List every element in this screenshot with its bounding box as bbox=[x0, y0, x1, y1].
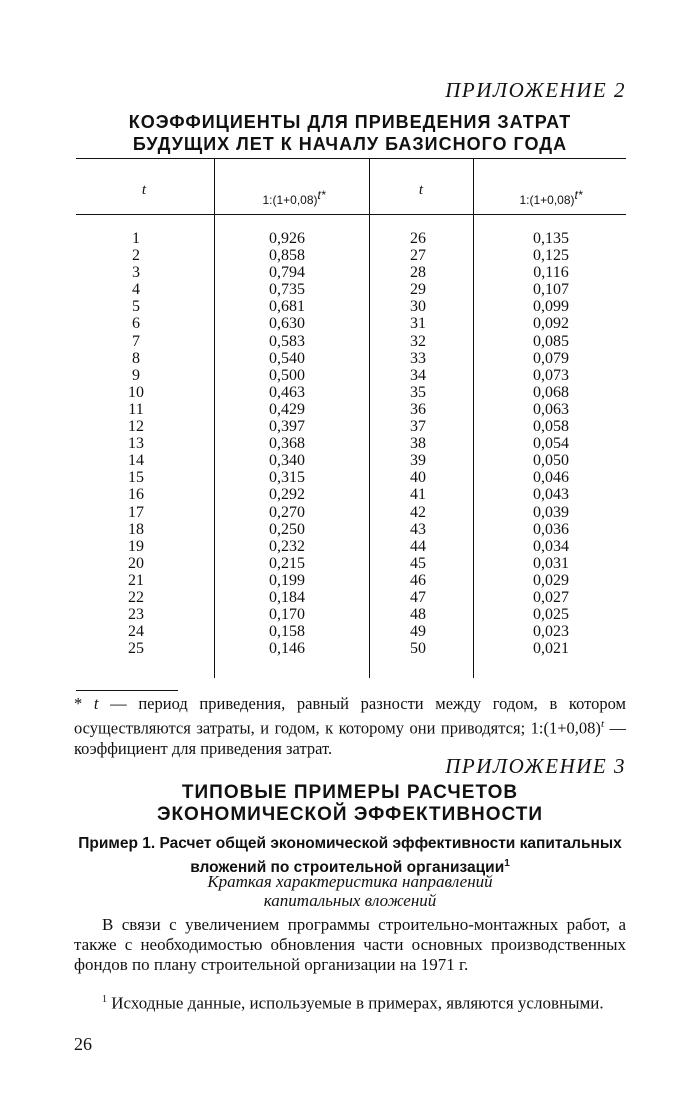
section-title-line-1: ТИПОВЫЕ ПРИМЕРЫ РАСЧЕТОВ bbox=[181, 782, 519, 803]
table-cell-t: 47 bbox=[410, 588, 426, 606]
subheading-line-2: капитальных вложений bbox=[263, 891, 437, 910]
table-cell-coefficient: 0,085 bbox=[533, 332, 569, 350]
table-cell-coefficient: 0,092 bbox=[533, 315, 569, 333]
example-1-line-2-text: вложений по строительной организации bbox=[190, 859, 505, 877]
table-cell-coefficient: 0,027 bbox=[533, 588, 569, 606]
column-divider-3 bbox=[473, 158, 474, 678]
table-cell-t: 40 bbox=[410, 469, 426, 487]
table-cell-t: 33 bbox=[410, 349, 426, 367]
column-coef-left bbox=[252, 230, 322, 657]
table-cell-t: 48 bbox=[410, 606, 426, 624]
table-cell-coefficient: 0,250 bbox=[269, 520, 305, 538]
header-formula-left bbox=[224, 188, 364, 207]
section-title-line-2: ЭКОНОМИЧЕСКОЙ ЭФФЕКТИВНОСТИ bbox=[156, 804, 544, 825]
table-cell-coefficient: 0,630 bbox=[269, 315, 305, 333]
table-cell-t: 45 bbox=[410, 554, 426, 572]
header-formula-right-text: 1:(1+0,08) bbox=[519, 193, 575, 207]
table-cell-coefficient: 0,135 bbox=[533, 230, 569, 247]
table-cell-coefficient: 0,184 bbox=[269, 588, 305, 606]
table-cell-coefficient: 0,058 bbox=[533, 418, 569, 436]
column-coef-right bbox=[516, 230, 586, 657]
table-cell-coefficient: 0,500 bbox=[269, 366, 305, 384]
header-formula-left-text: 1:(1+0,08) bbox=[262, 193, 318, 207]
header-formula-right bbox=[481, 188, 621, 207]
header-t-right: t bbox=[418, 182, 424, 198]
header-t-left: t bbox=[141, 182, 147, 198]
appendix-2-label: ПРИЛОЖЕНИЕ 2 bbox=[445, 78, 626, 102]
table-cell-t: 41 bbox=[410, 486, 426, 504]
footnote-text-2: — коэффициент для приведения затрат. bbox=[74, 718, 627, 758]
table-cell-t: 49 bbox=[410, 623, 426, 641]
table-cell-t: 32 bbox=[410, 332, 426, 350]
coefficient-table bbox=[76, 158, 626, 678]
table-title-line-1: КОЭФФИЦИЕНТЫ ДЛЯ ПРИВЕДЕНИЯ ЗАТРАТ bbox=[128, 112, 572, 132]
table-cell-t: 7 bbox=[132, 332, 140, 350]
column-t-left bbox=[116, 230, 156, 657]
table-cell-t: 50 bbox=[410, 640, 426, 658]
table-cell-coefficient: 0,146 bbox=[269, 640, 305, 658]
table-cell-coefficient: 0,099 bbox=[533, 298, 569, 316]
table-cell-coefficient: 0,031 bbox=[533, 554, 569, 572]
table-cell-t: 17 bbox=[128, 503, 144, 521]
table-cell-t: 24 bbox=[128, 623, 144, 641]
table-cell-coefficient: 0,079 bbox=[533, 349, 569, 367]
table-cell-t: 10 bbox=[128, 383, 144, 401]
footnote-text-1: — период приведения, равный разности между годом, в котором осуществляются затраты, и годом, к которому они приводятся; 1:(1+0,08) bbox=[74, 694, 626, 738]
page-number: 26 bbox=[74, 1034, 92, 1054]
table-cell-coefficient: 0,215 bbox=[269, 554, 305, 572]
table-cell-coefficient: 0,926 bbox=[269, 230, 305, 247]
table-cell-coefficient: 0,039 bbox=[533, 503, 569, 521]
table-cell-coefficient: 0,046 bbox=[533, 469, 569, 487]
table-cell-coefficient: 0,034 bbox=[533, 537, 569, 555]
footnote-t: t bbox=[93, 694, 99, 713]
table-cell-t: 14 bbox=[128, 452, 144, 470]
table-cell-t: 29 bbox=[410, 281, 426, 299]
table-cell-coefficient: 0,107 bbox=[533, 281, 569, 299]
table-cell-t: 44 bbox=[410, 537, 426, 555]
table-header-rule bbox=[76, 214, 626, 215]
body-paragraph: В связи с увеличением программы строительно-монтажных работ, а также с необходимостью обновления части основных производственных фондов по плану строительной организации на 1971 г. bbox=[74, 915, 626, 974]
table-cell-coefficient: 0,463 bbox=[269, 383, 305, 401]
table-footnote bbox=[74, 694, 626, 759]
footnote-rule bbox=[76, 690, 178, 691]
table-cell-t: 22 bbox=[128, 588, 144, 606]
table-cell-t: 43 bbox=[410, 520, 426, 538]
table-cell-t: 6 bbox=[132, 315, 140, 333]
bottom-footnote bbox=[74, 990, 626, 1014]
table-cell-coefficient: 0,050 bbox=[533, 452, 569, 470]
table-cell-t: 15 bbox=[128, 469, 144, 487]
table-cell-coefficient: 0,063 bbox=[533, 400, 569, 418]
table-cell-coefficient: 0,794 bbox=[269, 264, 305, 282]
table-cell-t: 25 bbox=[128, 640, 144, 658]
table-cell-t: 27 bbox=[410, 247, 426, 265]
table-cell-t: 2 bbox=[132, 247, 140, 265]
table-cell-t: 4 bbox=[132, 281, 140, 299]
bottom-footnote-mark: 1 bbox=[102, 994, 107, 1005]
table-cell-t: 3 bbox=[132, 264, 140, 282]
footnote-sup: t bbox=[600, 718, 604, 730]
subheading-line-1: Краткая характеристика направлений bbox=[207, 872, 493, 891]
table-cell-coefficient: 0,340 bbox=[269, 452, 305, 470]
table-cell-coefficient: 0,029 bbox=[533, 571, 569, 589]
table-cell-t: 23 bbox=[128, 606, 144, 624]
table-cell-t: 38 bbox=[410, 435, 426, 453]
table-cell-t: 36 bbox=[410, 400, 426, 418]
table-cell-coefficient: 0,036 bbox=[533, 520, 569, 538]
table-cell-coefficient: 0,125 bbox=[533, 247, 569, 265]
header-formula-left-sup: t* bbox=[317, 188, 326, 202]
table-cell-coefficient: 0,583 bbox=[269, 332, 305, 350]
table-cell-coefficient: 0,073 bbox=[533, 366, 569, 384]
table-cell-t: 16 bbox=[128, 486, 144, 504]
table-cell-coefficient: 0,292 bbox=[269, 486, 305, 504]
table-cell-coefficient: 0,232 bbox=[269, 537, 305, 555]
table-cell-coefficient: 0,021 bbox=[533, 640, 569, 658]
table-cell-coefficient: 0,270 bbox=[269, 503, 305, 521]
table-cell-t: 30 bbox=[410, 298, 426, 316]
table-cell-t: 1 bbox=[132, 230, 140, 247]
bottom-footnote-text: Исходные данные, используемые в примерах, являются условными. bbox=[107, 993, 604, 1013]
table-cell-t: 21 bbox=[128, 571, 144, 589]
table-cell-t: 28 bbox=[410, 264, 426, 282]
table-cell-coefficient: 0,116 bbox=[533, 264, 569, 282]
table-cell-coefficient: 0,397 bbox=[269, 418, 305, 436]
table-cell-t: 12 bbox=[128, 418, 144, 436]
table-top-rule bbox=[76, 158, 626, 159]
column-divider-1 bbox=[214, 158, 215, 678]
table-cell-coefficient: 0,068 bbox=[533, 383, 569, 401]
header-formula-right-sup: t* bbox=[574, 188, 583, 202]
table-cell-t: 9 bbox=[132, 366, 140, 384]
table-cell-coefficient: 0,681 bbox=[269, 298, 305, 316]
table-cell-t: 31 bbox=[410, 315, 426, 333]
table-cell-t: 11 bbox=[128, 400, 144, 418]
table-cell-t: 46 bbox=[410, 571, 426, 589]
table-cell-coefficient: 0,858 bbox=[269, 247, 305, 265]
column-divider-2 bbox=[369, 158, 370, 678]
table-title-line-2: БУДУЩИХ ЛЕТ К НАЧАЛУ БАЗИСНОГО ГОДА bbox=[132, 134, 568, 154]
table-cell-coefficient: 0,429 bbox=[269, 400, 305, 418]
table-cell-t: 8 bbox=[132, 349, 140, 367]
table-cell-t: 42 bbox=[410, 503, 426, 521]
table-cell-t: 5 bbox=[132, 298, 140, 316]
table-cell-t: 37 bbox=[410, 418, 426, 436]
table-cell-coefficient: 0,054 bbox=[533, 435, 569, 453]
table-cell-coefficient: 0,170 bbox=[269, 606, 305, 624]
table-cell-t: 19 bbox=[128, 537, 144, 555]
table-cell-coefficient: 0,735 bbox=[269, 281, 305, 299]
table-cell-coefficient: 0,025 bbox=[533, 606, 569, 624]
table-cell-t: 18 bbox=[128, 520, 144, 538]
footnote-star: * bbox=[74, 694, 94, 713]
table-cell-coefficient: 0,043 bbox=[533, 486, 569, 504]
table-cell-t: 39 bbox=[410, 452, 426, 470]
table-cell-coefficient: 0,023 bbox=[533, 623, 569, 641]
table-cell-t: 20 bbox=[128, 554, 144, 572]
table-cell-coefficient: 0,368 bbox=[269, 435, 305, 453]
example-1-footnote-mark: 1 bbox=[504, 858, 510, 869]
table-cell-t: 34 bbox=[410, 366, 426, 384]
column-t-right bbox=[398, 230, 438, 657]
table-cell-coefficient: 0,158 bbox=[269, 623, 305, 641]
table-cell-coefficient: 0,540 bbox=[269, 349, 305, 367]
example-1-line-1: Пример 1. Расчет общей экономической эффективности капитальных bbox=[78, 835, 622, 852]
table-cell-t: 35 bbox=[410, 383, 426, 401]
table-cell-coefficient: 0,315 bbox=[269, 469, 305, 487]
table-cell-t: 26 bbox=[410, 230, 426, 247]
table-cell-t: 13 bbox=[128, 435, 144, 453]
appendix-3-label: ПРИЛОЖЕНИЕ 3 bbox=[445, 754, 626, 778]
table-cell-coefficient: 0,199 bbox=[269, 571, 305, 589]
